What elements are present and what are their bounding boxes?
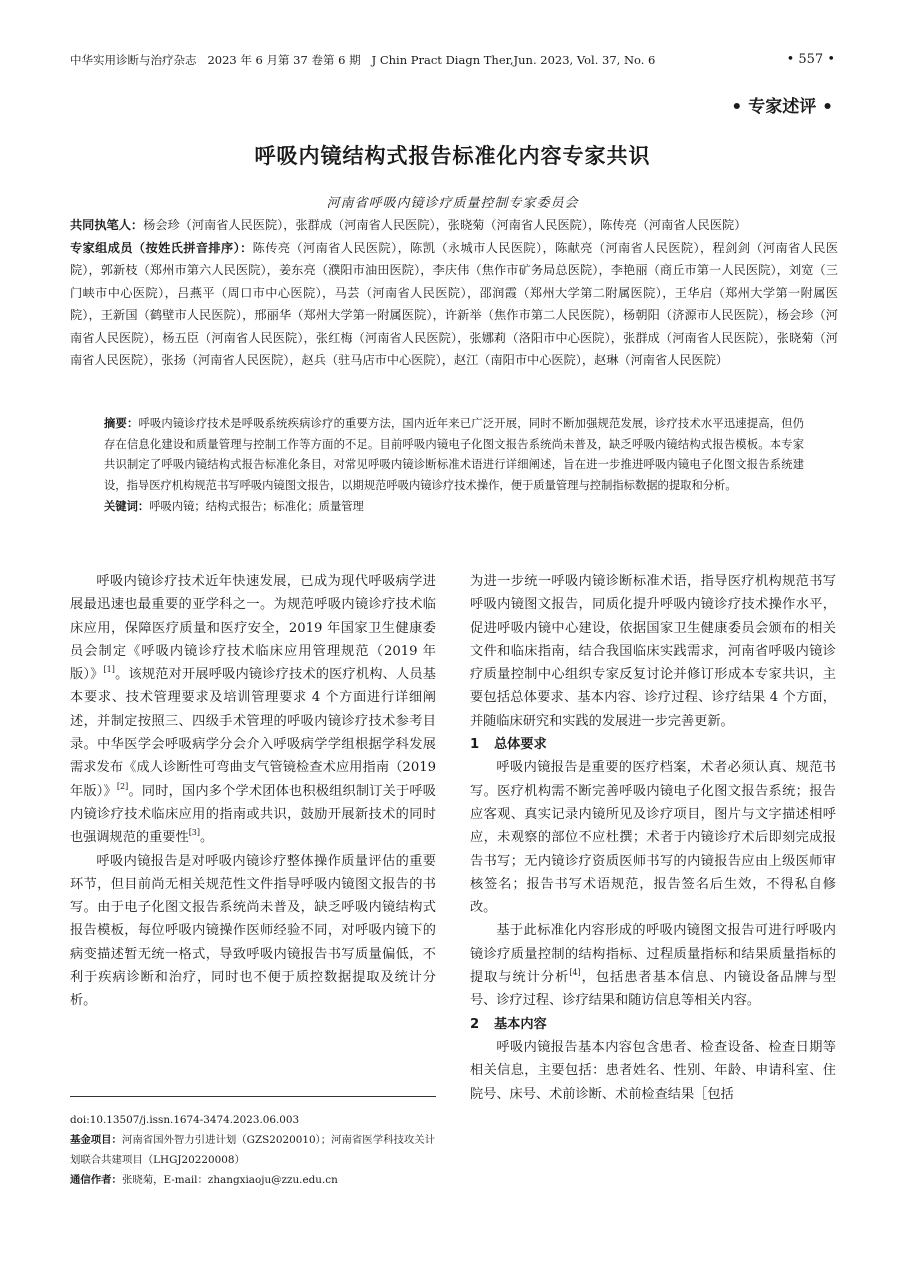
paragraph: 呼吸内镜报告是对呼吸内镜诊疗整体操作质量评估的重要环节，但目前尚无相关规范性文件指导呼吸内镜图文报告的书写。由于电子化图文报告系统尚未普及，缺乏呼吸内镜结构式报告模板，每位呼吸内镜操作医师经验不同，对呼吸内镜下的病变描述暂无统一格式，导致呼吸内镜报告书写质量偏低，不利于疾病诊断和治疗，同时也不便于质控数据提取及统计分析。 (70, 853, 436, 1009)
co-authors (70, 214, 838, 237)
co-authors-label: 共同执笔人： (70, 218, 144, 232)
journal-info (70, 52, 655, 68)
corr-label: 通信作者： (70, 1174, 122, 1186)
running-header (70, 52, 835, 72)
fund-note (70, 1130, 440, 1170)
body-column-left (70, 570, 436, 1090)
section-tag: • 专家述评 • (731, 97, 833, 117)
paragraph: 呼吸内镜诊疗技术近年快速发展，已成为现代呼吸病学进展最迅速也最重要的亚学科之一。为规范呼吸内镜诊疗技术临床应用，保障医疗质量和医疗安全，2019 年国家卫生健康委员会制定《呼吸内镜诊疗技术临床应用管理规范（2019 年版）》[1]。该规范对开展呼吸内镜诊疗技术的医疗机构、人员基本要求、技术管理要求及培训管理要求 4 个方面进行详细阐述，并制定按照三、四级手术管理的呼吸内镜诊疗技术参考目录。中华医学会呼吸病学分会介入呼吸病学学组根据学科发展需求发布《成人诊断性可弯曲支气管镜检查术应用指南（2019 年版）》[2]。同时，国内多个学术团体也积极组织制订关于呼吸内镜诊疗技术临床应用的指南或共识，鼓励开展新技术的同时也强调规范的重要性[3]。 (70, 574, 436, 846)
fund-text: 河南省国外智力引进计划（GZS2020010）；河南省医学科技攻关计划联合共建项目（LHGJ20220008） (70, 1134, 436, 1166)
corresponding-author (70, 1170, 440, 1190)
body-column-right (470, 570, 836, 1215)
members (70, 237, 838, 372)
keywords-text: 呼吸内镜；结构式报告；标准化；质量管理 (149, 499, 364, 513)
footnote-divider (70, 1096, 436, 1097)
article-title: 呼吸内镜结构式报告标准化内容专家共识 (254, 144, 651, 168)
members-list: 陈传亮（河南省人民医院），陈凯（永城市人民医院），陈献亮（河南省人民医院），程剑剑（河南省人民医院），郭新枝（郑州市第六人民医院），姜东亮（濮阳市油田医院），李庆伟（焦作市矿务局总医院），李艳丽（商丘市第一人民医院），刘宽（三门峡市中心医院），吕燕平（周口市中心医院），马芸（河南省人民医院），邵润霞（郑州大学第二附属医院），王华启（郑州大学第一附属医院），王新国（鹤壁市人民医院），邢丽华（郑州大学第一附属医院），许新举（焦作市第二人民医院），杨朝阳（济源市人民医院），杨会珍（河南省人民医院），杨五臣（河南省人民医院），张红梅（河南省人民医院），张娜莉（洛阳市中心医院），张群成（河南省人民医院），张晓菊（河南省人民医院），张扬（河南省人民医院），赵兵（驻马店市中心医院），赵江（南阳市中心医院），赵琳（河南省人民医院） (70, 240, 839, 367)
footnotes (70, 1110, 440, 1190)
paragraph: 为进一步统一呼吸内镜诊断标准术语，指导医疗机构规范书写呼吸内镜图文报告，同质化提升呼吸内镜诊疗技术操作水平，促进呼吸内镜中心建设，依据国家卫生健康委员会颁布的相关文件和临床指南，结合我国临床实践需求，河南省呼吸内镜诊疗质量控制中心组织专家反复讨论并修订形成本专家共识，主要包括总体要求、基本内容、诊疗过程、诊疗结果 4 个方面，并随临床研究和实践的发展进一步完善更新。 (470, 574, 836, 729)
issue-cn: 2023 年 6 月第 37 卷第 6 期 (207, 53, 361, 67)
journal-name-en: J Chin Pract Diagn Ther,Jun. 2023, Vol. 37, No. 6 (371, 53, 656, 67)
paragraph: 基于此标准化内容形成的呼吸内镜图文报告可进行呼吸内镜诊疗质量控制的结构指标、过程质量指标和结果质量指标的提取与统计分析[4]，包括患者基本信息、内镜设备品牌与型号、诊疗过程、诊疗结果和随访信息等相关内容。 (470, 923, 836, 1009)
journal-name-cn: 中华实用诊断与治疗杂志 (70, 53, 197, 67)
co-authors-list: 杨会珍（河南省人民医院），张群成（河南省人民医院），张晓菊（河南省人民医院），陈传亮（河南省人民医院） (143, 218, 747, 232)
citation: [3] (188, 828, 201, 838)
corr-text: 张晓菊，E-mail：zhangxiaoju@zzu.edu.cn (121, 1174, 338, 1186)
page-number: • 557 • (786, 52, 835, 67)
members-label: 专家组成员（按姓氏拼音排序）： (70, 240, 253, 255)
abstract-label: 摘要： (104, 417, 139, 430)
paragraph: 呼吸内镜报告基本内容包含患者、检查设备、检查日期等相关信息，主要包括：患者姓名、性别、年龄、申请科室、住院号、床号、术前诊断、术前检查结果［包括 (470, 1039, 836, 1102)
committee-name: 河南省呼吸内镜诊疗质量控制专家委员会 (326, 196, 579, 211)
section-heading: 1 总体要求 (470, 737, 547, 753)
abstract-block (104, 414, 804, 518)
author-block (70, 214, 838, 372)
citation: [1] (103, 665, 115, 675)
doi: doi:10.13507/j.issn.1674-3474.2023.06.003 (70, 1114, 300, 1126)
fund-label: 基金项目： (70, 1134, 122, 1146)
citation: [2] (116, 781, 129, 791)
paragraph: 呼吸内镜报告是重要的医疗档案，术者必须认真、规范书写。医疗机构需不断完善呼吸内镜电子化图文报告系统；报告应客观、真实记录内镜所见及诊疗项目，图片与文字描述相呼应，未观察的部位不应杜撰；术者于内镜诊疗术后即刻完成报告书写；无内镜诊疗资质医师书写的内镜报告应由上级医师审核签名；报告书写术语规范，报告签名后生效，不得私自修改。 (470, 760, 836, 916)
keywords-label: 关键词： (104, 499, 150, 513)
abstract (104, 414, 804, 497)
keywords (104, 497, 804, 518)
citation: [4] (569, 968, 581, 978)
section-heading: 2 基本内容 (470, 1016, 547, 1032)
abstract-text: 呼吸内镜诊疗技术是呼吸系统疾病诊疗的重要方法，国内近年来已广泛开展，同时不断加强规范发展，诊疗技术水平迅速提高，但仍存在信息化建设和质量管理与控制工作等方面的不足。目前呼吸内镜电子化图文报告系统尚未普及，缺乏呼吸内镜结构式报告模板。本专家共识制定了呼吸内镜结构式报告标准化条目，对常见呼吸内镜诊断标准术语进行详细阐述，旨在进一步推进呼吸内镜电子化图文报告系统建设，指导医疗机构规范书写呼吸内镜图文报告，以期规范呼吸内镜诊疗技术操作，便于质量管理与控制指标数据的提取和分析。 (104, 417, 804, 493)
